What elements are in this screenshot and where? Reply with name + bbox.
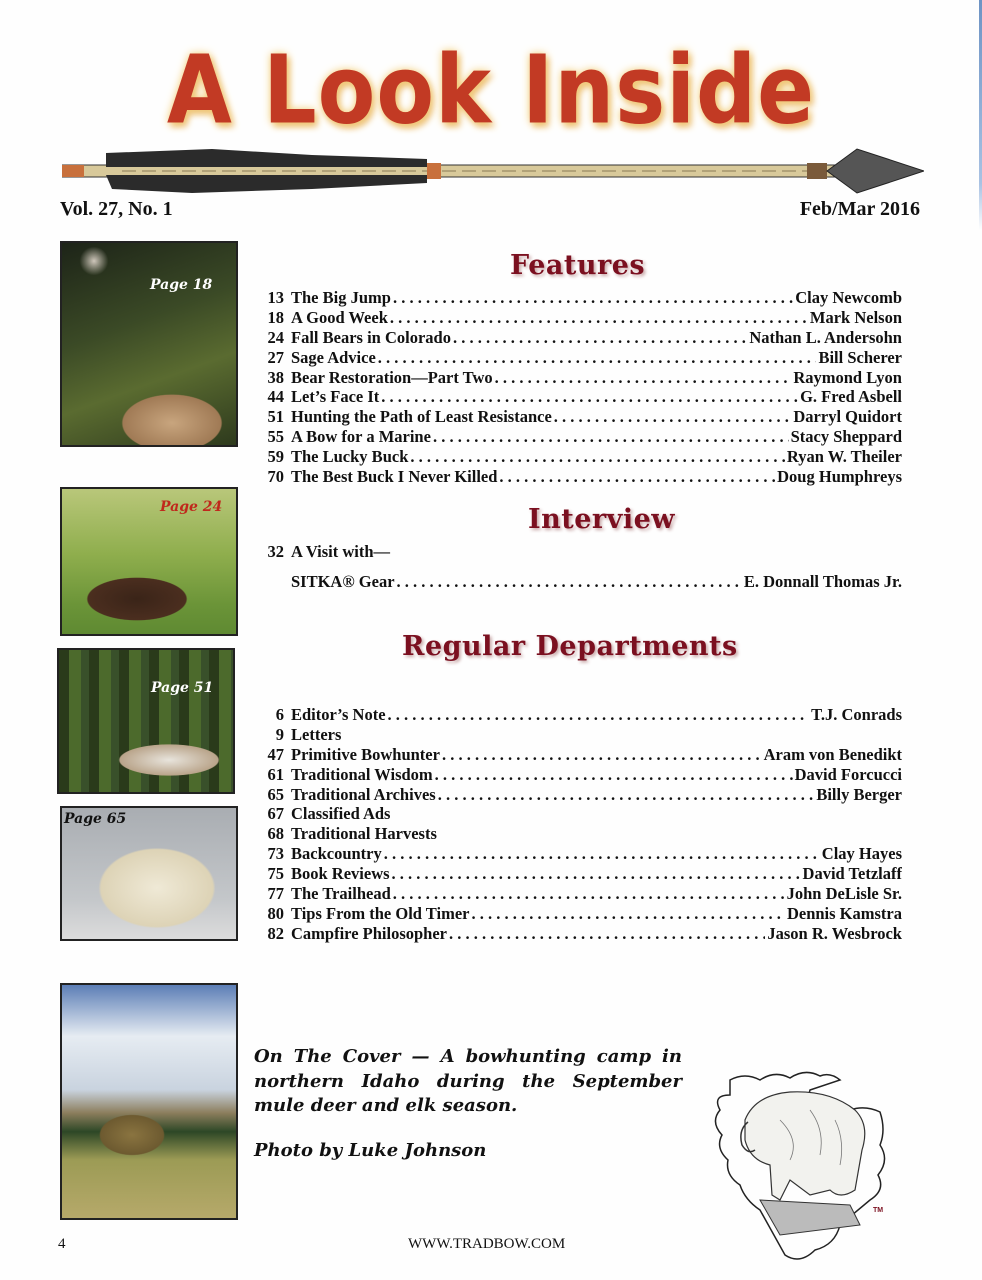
entry-title: Bear Restoration—Part Two bbox=[291, 367, 493, 387]
page-number: 18 bbox=[267, 307, 284, 327]
page-number: 24 bbox=[267, 327, 284, 347]
page-number: 32 bbox=[267, 542, 284, 561]
dot-leader bbox=[442, 745, 762, 765]
arrow-icon bbox=[62, 145, 924, 195]
page-number: 70 bbox=[267, 467, 284, 487]
page-number: 51 bbox=[267, 407, 284, 427]
dot-leader bbox=[393, 288, 793, 308]
dot-leader bbox=[433, 427, 789, 447]
entry-title: Classified Ads bbox=[291, 804, 391, 824]
dot-leader bbox=[388, 705, 810, 725]
entry-author: Stacy Sheppard bbox=[790, 427, 902, 447]
toc-entry[interactable] bbox=[252, 785, 902, 805]
toc-entry[interactable] bbox=[252, 308, 902, 328]
entry-title: Traditional Wisdom bbox=[291, 764, 433, 784]
entry-title: The Lucky Buck bbox=[291, 447, 409, 467]
entry-title: Traditional Harvests bbox=[291, 824, 437, 844]
page-number: 65 bbox=[267, 784, 284, 804]
toc-entry[interactable] bbox=[252, 804, 902, 824]
page-number: 73 bbox=[267, 844, 284, 864]
entry-title: Traditional Archives bbox=[291, 784, 436, 804]
toc-entry[interactable] bbox=[252, 387, 902, 407]
departments-heading: Regular Departments bbox=[402, 631, 738, 662]
toc-entry[interactable] bbox=[252, 328, 902, 348]
entry-title: Let’s Face It bbox=[291, 387, 380, 407]
photo-caption: Page 18 bbox=[150, 277, 213, 293]
page-number: 82 bbox=[267, 923, 284, 943]
photo-elk-hunter bbox=[60, 241, 238, 447]
dot-leader bbox=[397, 572, 742, 592]
toc-entry[interactable] bbox=[252, 844, 902, 864]
entry-author: Mark Nelson bbox=[809, 307, 902, 327]
page-number: 55 bbox=[267, 427, 284, 447]
interview-list bbox=[252, 542, 902, 592]
departments-list bbox=[252, 705, 902, 944]
mountain-goat-logo-icon bbox=[690, 1050, 900, 1265]
dot-leader bbox=[378, 348, 817, 368]
toc-entry[interactable] bbox=[252, 745, 902, 765]
page-title: A Look Inside bbox=[166, 35, 816, 145]
entry-author: David Forcucci bbox=[794, 764, 902, 784]
photo-buck-hunter bbox=[57, 648, 235, 794]
entry-author: Aram von Benedikt bbox=[763, 744, 902, 764]
dot-leader bbox=[438, 785, 815, 805]
dot-leader bbox=[390, 308, 808, 328]
dot-leader bbox=[471, 904, 784, 924]
toc-entry[interactable] bbox=[252, 904, 902, 924]
entry-title: The Trailhead bbox=[291, 884, 391, 904]
entry-title: A Visit with— bbox=[291, 542, 391, 561]
toc-entry[interactable] bbox=[252, 705, 902, 725]
website-link[interactable]: WWW.TRADBOW.COM bbox=[408, 1236, 566, 1252]
photo-caption: Page 51 bbox=[151, 680, 214, 696]
entry-author: Clay Newcomb bbox=[795, 288, 902, 307]
entry-title: A Bow for a Marine bbox=[291, 427, 431, 447]
toc-entry[interactable] bbox=[252, 924, 902, 944]
page-number: 80 bbox=[267, 903, 284, 923]
toc-entry[interactable] bbox=[252, 288, 902, 308]
issue-date: Feb/Mar 2016 bbox=[799, 198, 920, 220]
toc-entry[interactable] bbox=[252, 884, 902, 904]
entry-author: G. Fred Asbell bbox=[800, 387, 902, 407]
photo-bear-hunter bbox=[60, 487, 238, 636]
toc-entry[interactable] bbox=[252, 348, 902, 368]
photo-caption: Page 24 bbox=[160, 499, 223, 515]
dot-leader bbox=[453, 328, 747, 348]
interview-heading: Interview bbox=[528, 504, 676, 535]
entry-title: Sage Advice bbox=[291, 347, 376, 367]
entry-title: Campfire Philosopher bbox=[291, 923, 447, 943]
entry-title: The Big Jump bbox=[291, 288, 391, 307]
dot-leader bbox=[392, 864, 801, 884]
entry-title: The Best Buck I Never Killed bbox=[291, 467, 498, 487]
dot-leader bbox=[393, 884, 785, 904]
volume-number: Vol. 27, No. 1 bbox=[60, 198, 173, 220]
dot-leader bbox=[410, 447, 785, 467]
entry-title: Primitive Bowhunter bbox=[291, 744, 440, 764]
page-number-footer: 4 bbox=[58, 1236, 66, 1252]
page-number: 9 bbox=[275, 724, 284, 744]
features-list bbox=[252, 288, 902, 487]
toc-entry-continued[interactable] bbox=[252, 572, 902, 592]
entry-author: Nathan L. Andersohn bbox=[749, 327, 902, 347]
entry-title: Editor’s Note bbox=[291, 705, 386, 724]
page-number: 27 bbox=[267, 347, 284, 367]
page-number: 68 bbox=[267, 824, 284, 844]
page-number: 59 bbox=[267, 447, 284, 467]
entry-author: Bill Scherer bbox=[818, 347, 902, 367]
entry-author: John DeLisle Sr. bbox=[786, 884, 902, 904]
dot-leader bbox=[495, 368, 792, 388]
page-number: 67 bbox=[267, 804, 284, 824]
features-heading: Features bbox=[510, 250, 646, 281]
page-number: 61 bbox=[267, 764, 284, 784]
page-number: 38 bbox=[267, 367, 284, 387]
page-number: 13 bbox=[267, 288, 284, 307]
trademark-mark: TM bbox=[873, 1207, 884, 1214]
page-number: 47 bbox=[267, 744, 284, 764]
entry-author: David Tetzlaff bbox=[802, 864, 902, 884]
toc-entry[interactable] bbox=[252, 407, 902, 427]
dot-leader bbox=[499, 467, 775, 487]
entry-author: Jason R. Wesbrock bbox=[767, 923, 902, 943]
toc-entry[interactable] bbox=[252, 427, 902, 447]
entry-title: Tips From the Old Timer bbox=[291, 903, 470, 923]
entry-title: A Good Week bbox=[291, 307, 388, 327]
cover-photo-credit: Photo by Luke Johnson bbox=[254, 1140, 487, 1161]
toc-entry[interactable] bbox=[252, 725, 902, 745]
entry-author: Doug Humphreys bbox=[777, 467, 902, 487]
cover-description: On The Cover — A bowhunting camp in northern Idaho during the September mule deer and elk season. bbox=[254, 1046, 682, 1116]
entry-author: E. Donnall Thomas Jr. bbox=[743, 571, 902, 591]
entry-title: Fall Bears in Colorado bbox=[291, 327, 451, 347]
photo-caption: Page 65 bbox=[64, 811, 127, 827]
page-number: 6 bbox=[275, 705, 284, 724]
entry-author: Ryan W. Theiler bbox=[786, 447, 902, 467]
toc-entry[interactable] bbox=[252, 368, 902, 388]
page-number: 75 bbox=[267, 864, 284, 884]
entry-title: Letters bbox=[291, 724, 342, 744]
toc-entry[interactable] bbox=[252, 467, 902, 487]
entry-title: Book Reviews bbox=[291, 864, 390, 884]
entry-title: SITKA® Gear bbox=[291, 571, 395, 591]
toc-entry[interactable] bbox=[252, 824, 902, 844]
entry-author: Dennis Kamstra bbox=[786, 903, 902, 923]
page-number: 44 bbox=[267, 387, 284, 407]
entry-title: Backcountry bbox=[291, 844, 382, 864]
dot-leader bbox=[381, 387, 798, 407]
toc-entry[interactable] bbox=[252, 765, 902, 785]
entry-author: T.J. Conrads bbox=[811, 705, 902, 724]
dot-leader bbox=[554, 407, 792, 427]
entry-author: Clay Hayes bbox=[821, 844, 902, 864]
entry-author: Darryl Quidort bbox=[793, 407, 902, 427]
photo-cover-camp bbox=[60, 983, 238, 1220]
entry-author: Billy Berger bbox=[816, 784, 902, 804]
page-number: 77 bbox=[267, 884, 284, 904]
dot-leader bbox=[435, 765, 793, 785]
photo-skull bbox=[60, 806, 238, 941]
dot-leader bbox=[384, 844, 820, 864]
toc-entry[interactable] bbox=[252, 542, 902, 562]
dot-leader bbox=[449, 924, 765, 944]
entry-author: Raymond Lyon bbox=[793, 367, 902, 387]
toc-entry[interactable] bbox=[252, 447, 902, 467]
entry-title: Hunting the Path of Least Resistance bbox=[291, 407, 552, 427]
toc-entry[interactable] bbox=[252, 864, 902, 884]
